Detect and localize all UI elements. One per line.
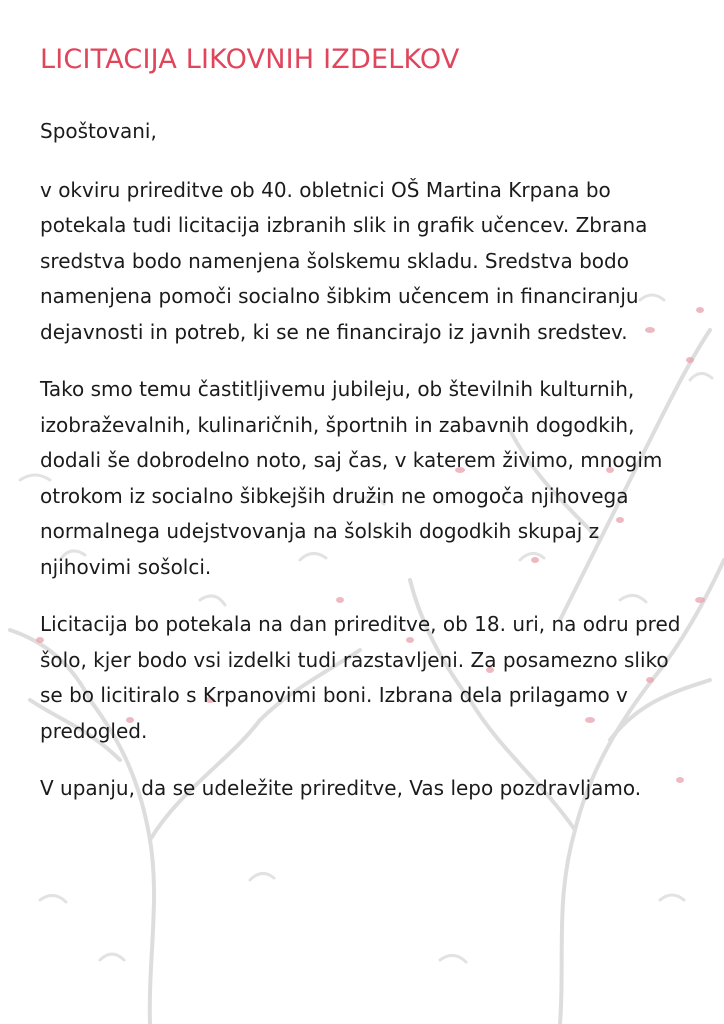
paragraph-intro: v okviru prireditve ob 40. obletnici OŠ Martina Krpana bo potekala tudi licitacija izbranih slik in grafik učencev. Zbrana sredstva bodo namenjena šolskemu skladu. Sredstva bodo namenjena pomoči socialno šibkim učencem in financiranju dejavnosti in potreb, ki se ne financirajo iz javnih sredstev. xyxy=(40,177,648,344)
paragraph-auction-details: Licitacija bo potekala na dan prireditve, ob 18. uri, na odru pred šolo, kjer bodo vsi izdelki tudi razstavljeni. Za posamezno sliko se bo licitiralo s Krpanovimi boni. Izbrana dela prilagamo v predogled. xyxy=(40,612,681,743)
greeting: Spoštovani, xyxy=(40,119,157,143)
paragraph-jubilee: Tako smo temu častitljivemu jubileju, ob številnih kulturnih, izobraževalnih, kulinaričnih, športnih in zabavnih dogodkih, dodali še dobrodelno noto, saj čas, v katerem živimo, mnogim otrokom iz socialno šibkejših družin ne omogoča njihovega normalnega udejstvovanja na šolskih dogodkih skupaj z njihovimi sošolci. xyxy=(40,377,663,579)
paragraph-closing: V upanju, da se udeležite prireditve, Vas lepo pozdravljamo. xyxy=(40,776,642,800)
document-page xyxy=(40,30,690,807)
document-title: LICITACIJA LIKOVNIH IZDELKOV xyxy=(40,44,460,75)
